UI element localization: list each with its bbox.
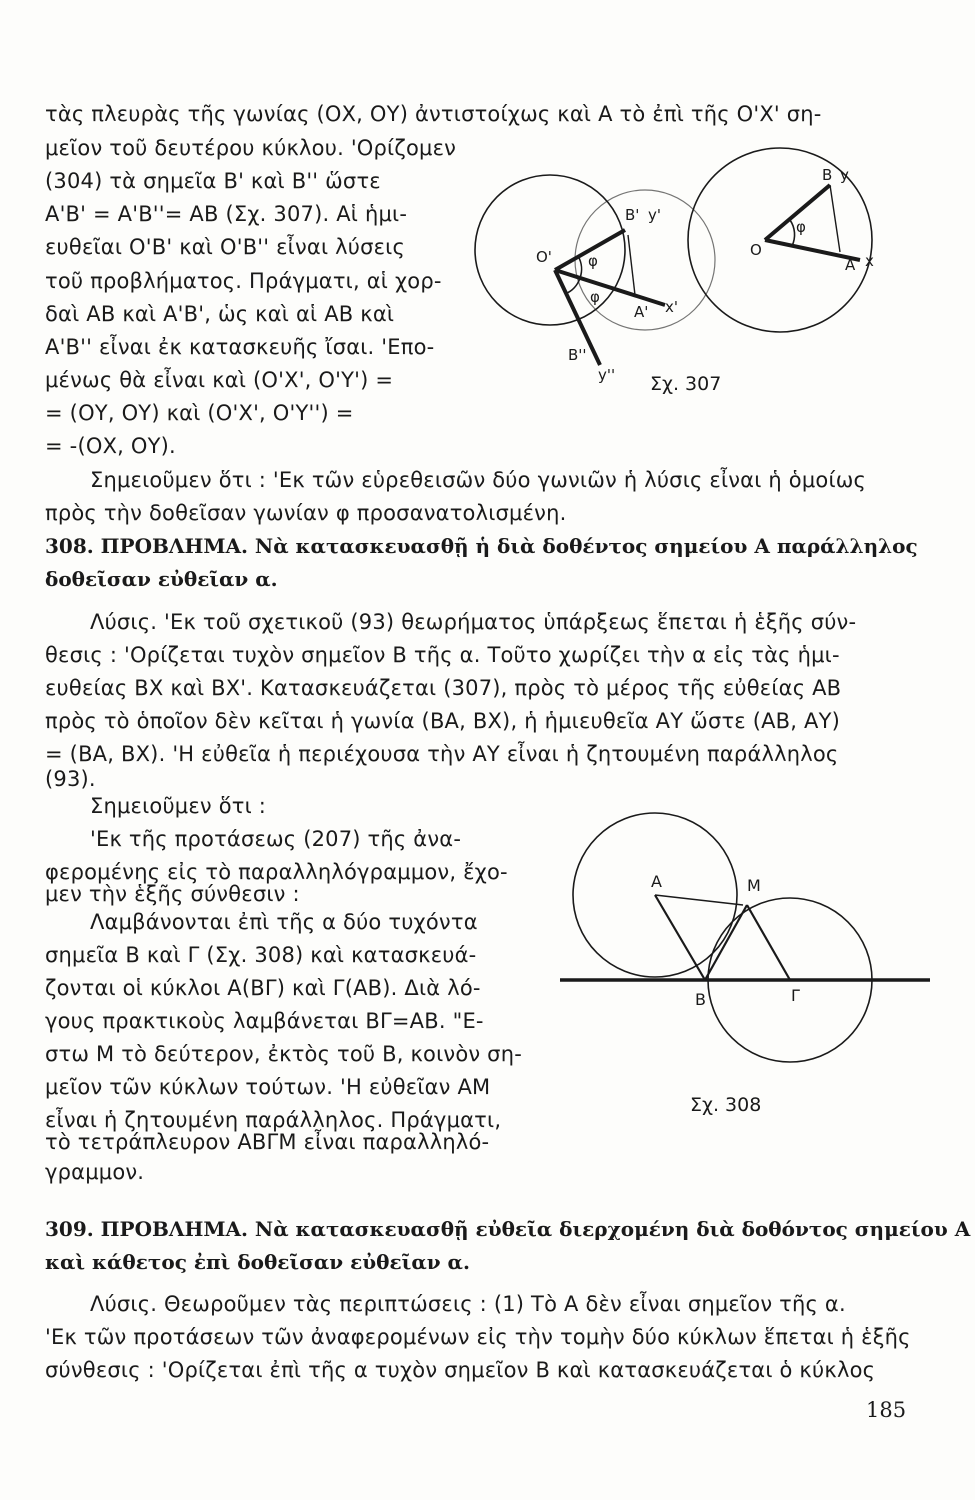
continuation-line-4: Α'Β' = Α'Β''= ΑΒ (Σχ. 307). Αἱ ἡμι- <box>45 202 408 226</box>
figure-307 <box>460 140 930 400</box>
label-phi-right: φ <box>796 218 806 236</box>
continuation-line-9: μένως θὰ εἶναι καὶ (Ο'Χ', Ο'Υ') = <box>45 368 394 392</box>
label-m: Μ <box>747 876 761 895</box>
label-o: Ο <box>750 241 762 259</box>
continuation-line-11: = -(ΟΧ, ΟΥ). <box>45 434 176 458</box>
angle-arc-left-1 <box>578 256 582 278</box>
page-number: 185 <box>866 1398 907 1422</box>
label-y: y <box>840 166 849 184</box>
continuation-line-3: (304) τὰ σημεῖα Β' καὶ Β'' ὥστε <box>45 169 381 193</box>
label-phi-left-2: φ <box>590 288 600 306</box>
problem-308-line-5: = (ΒΑ, ΒΧ). 'Η εὐθεῖα ἡ περιέχουσα τὴν ΑΥ εἶναι ἡ ζητουμένη παράλληλος <box>45 742 839 766</box>
continuation-line-5: ευθεῖαι Ο'Β' καὶ Ο'Β'' εἶναι λύσεις <box>45 235 406 259</box>
label-b: Β <box>822 166 833 184</box>
problem-308-line-2: θεσις : 'Ορίζεται τυχὸν σημεῖον Β τῆς α. Τοῦτο χωρίζει τὴν α εἰς τὰς ἡμι- <box>45 643 840 667</box>
problem-308-heading-1: 308. ΠΡΟΒΛΗΜΑ. Νὰ κατασκευασθῇ ἡ διὰ δοθέντος σημείου Α παράλληλος <box>45 534 918 558</box>
label-a: Α <box>845 256 856 274</box>
segment-bm <box>705 905 747 980</box>
problem-308-line-11: Λαμβάνονται ἐπὶ τῆς α δύο τυχόντα <box>90 910 478 934</box>
label-b-double-prime: Β'' <box>568 346 587 364</box>
label-a-prime: Α' <box>634 303 649 321</box>
continuation-line-7: δαὶ ΑΒ καὶ Α'Β', ὡς καὶ αἱ ΑΒ καὶ <box>45 302 395 326</box>
label-x-prime: x' <box>665 298 679 316</box>
continuation-line-6: τοῦ προβλήματος. Πράγματι, αἱ χορ- <box>45 269 442 293</box>
continuation-line-10: = (ΟΥ, ΟΥ) καὶ (Ο'Χ', Ο'Υ'') = <box>45 401 354 425</box>
continuation-line-13: πρὸς τὴν δοθεῖσαν γωνίαν φ προσανατολισμένη. <box>45 501 567 525</box>
problem-308-line-13: ζονται οἱ κύκλοι Α(ΒΓ) καὶ Γ(ΑΒ). Διὰ λό- <box>45 976 481 1000</box>
label-x: x <box>865 252 874 270</box>
problem-308-heading-2: δοθεῖσαν εὐθεῖαν α. <box>45 567 278 591</box>
problem-308-line-1: Λύσις. 'Εκ τοῦ σχετικοῦ (93) θεωρήματος ὑπάρξεως ἕπεται ἡ ἑξῆς σύν- <box>90 610 857 634</box>
problem-308-line-9: φερομένης εἰς τὸ παραλληλόγραμμον, ἔχο- <box>45 860 508 884</box>
figure-307-caption: Σχ. 307 <box>650 373 722 395</box>
label-a: Α <box>651 872 662 891</box>
problem-308-line-12: σημεῖα Β καὶ Γ (Σχ. 308) καὶ κατασκευά- <box>45 943 477 967</box>
problem-309-line-1: Λύσις. Θεωροῦμεν τὰς περιπτώσεις : (1) Τὸ Α δὲν εἶναι σημεῖον τῆς α. <box>90 1292 846 1316</box>
figure-308 <box>555 805 935 1095</box>
problem-309-heading-1: 309. ΠΡΟΒΛΗΜΑ. Νὰ κατασκευασθῇ εὐθεῖα διερχομένη διὰ δοθόντος σημείου Α <box>45 1217 971 1241</box>
problem-308-line-10: μεν τὴν ἑξῆς σύνθεσιν : <box>45 882 300 906</box>
problem-308-line-4: πρὸς τὸ ὁποῖον δὲν κεῖται ἡ γωνία (ΒΑ, ΒΧ), ἡ ἡμιευθεῖα ΑΥ ὥστε (ΑΒ, ΑΥ) <box>45 709 841 733</box>
label-phi-left-1: φ <box>588 252 598 270</box>
problem-308-line-6: (93). <box>45 767 96 791</box>
label-b: Β <box>695 990 706 1009</box>
chord-ab <box>830 185 840 252</box>
problem-308-line-14: γους πρακτικοὺς λαμβάνεται ΒΓ=ΑΒ. "Ε- <box>45 1009 484 1033</box>
segment-ab <box>655 895 705 980</box>
segment-am <box>655 895 743 905</box>
segment-mg <box>747 905 790 980</box>
problem-308-line-17: εἶναι ἡ ζητουμένη παράλληλος. Πράγματι, <box>45 1108 502 1132</box>
label-y-prime: y' <box>648 206 662 224</box>
figure-308-caption: Σχ. 308 <box>690 1094 762 1116</box>
problem-309-heading-2: καὶ κάθετος ἐπὶ δοθεῖσαν εὐθεῖαν α. <box>45 1250 470 1274</box>
problem-308-line-18: τὸ τετράπλευρον ΑΒΓΜ εἶναι παραλληλό- <box>45 1130 490 1154</box>
problem-308-line-8: 'Εκ τῆς προτάσεως (207) τῆς ἀνα- <box>90 827 462 851</box>
label-g: Γ <box>791 986 800 1005</box>
problem-308-line-7: Σημειοῦμεν ὅτι : <box>90 794 267 818</box>
label-y-double-prime: y'' <box>598 366 616 384</box>
ray-ox-prime <box>555 270 665 305</box>
problem-308-line-3: ευθείας ΒΧ καὶ ΒΧ'. Κατασκευάζεται (307), πρὸς τὸ μέρος τῆς εὐθείας ΑΒ <box>45 676 842 700</box>
label-o-prime: Ο' <box>536 248 552 266</box>
problem-309-line-2: 'Εκ τῶν προτάσεων τῶν ἀναφερομένων εἰς τὴν τομὴν δύο κύκλων ἕπεται ἡ ἑξῆς <box>45 1325 911 1349</box>
problem-309-line-3: σύνθεσις : 'Ορίζεται ἐπὶ τῆς α τυχὸν σημεῖον Β καὶ κατασκευάζεται ὁ κύκλος <box>45 1358 876 1382</box>
angle-arc-right <box>790 220 795 246</box>
continuation-line-1: τὰς πλευρὰς τῆς γωνίας (ΟΧ, ΟΥ) ἀντιστοίχως καὶ Α τὸ ἐπὶ τῆς Ο'Χ' ση- <box>45 102 822 126</box>
continuation-line-12: Σημειοῦμεν ὅτι : 'Εκ τῶν εὑρεθεισῶν δύο γωνιῶν ἡ λύσις εἶναι ἡ ὁμοίως <box>90 468 867 492</box>
chord-a-b-prime <box>628 235 635 295</box>
problem-308-line-15: στω Μ τὸ δεύτερον, ἐκτὸς τοῦ Β, κοινὸν ση- <box>45 1042 522 1066</box>
continuation-line-8: Α'Β'' εἶναι ἐκ κατασκευῆς ἴσαι. 'Επο- <box>45 335 435 359</box>
label-b-prime: Β' <box>625 206 640 224</box>
problem-308-line-19: γραμμον. <box>45 1160 145 1184</box>
continuation-line-2: μεῖον τοῦ δευτέρου κύκλου. 'Ορίζομεν <box>45 136 457 160</box>
problem-308-line-16: μεῖον τῶν κύκλων τούτων. 'Η εὐθεῖαν ΑΜ <box>45 1075 491 1099</box>
